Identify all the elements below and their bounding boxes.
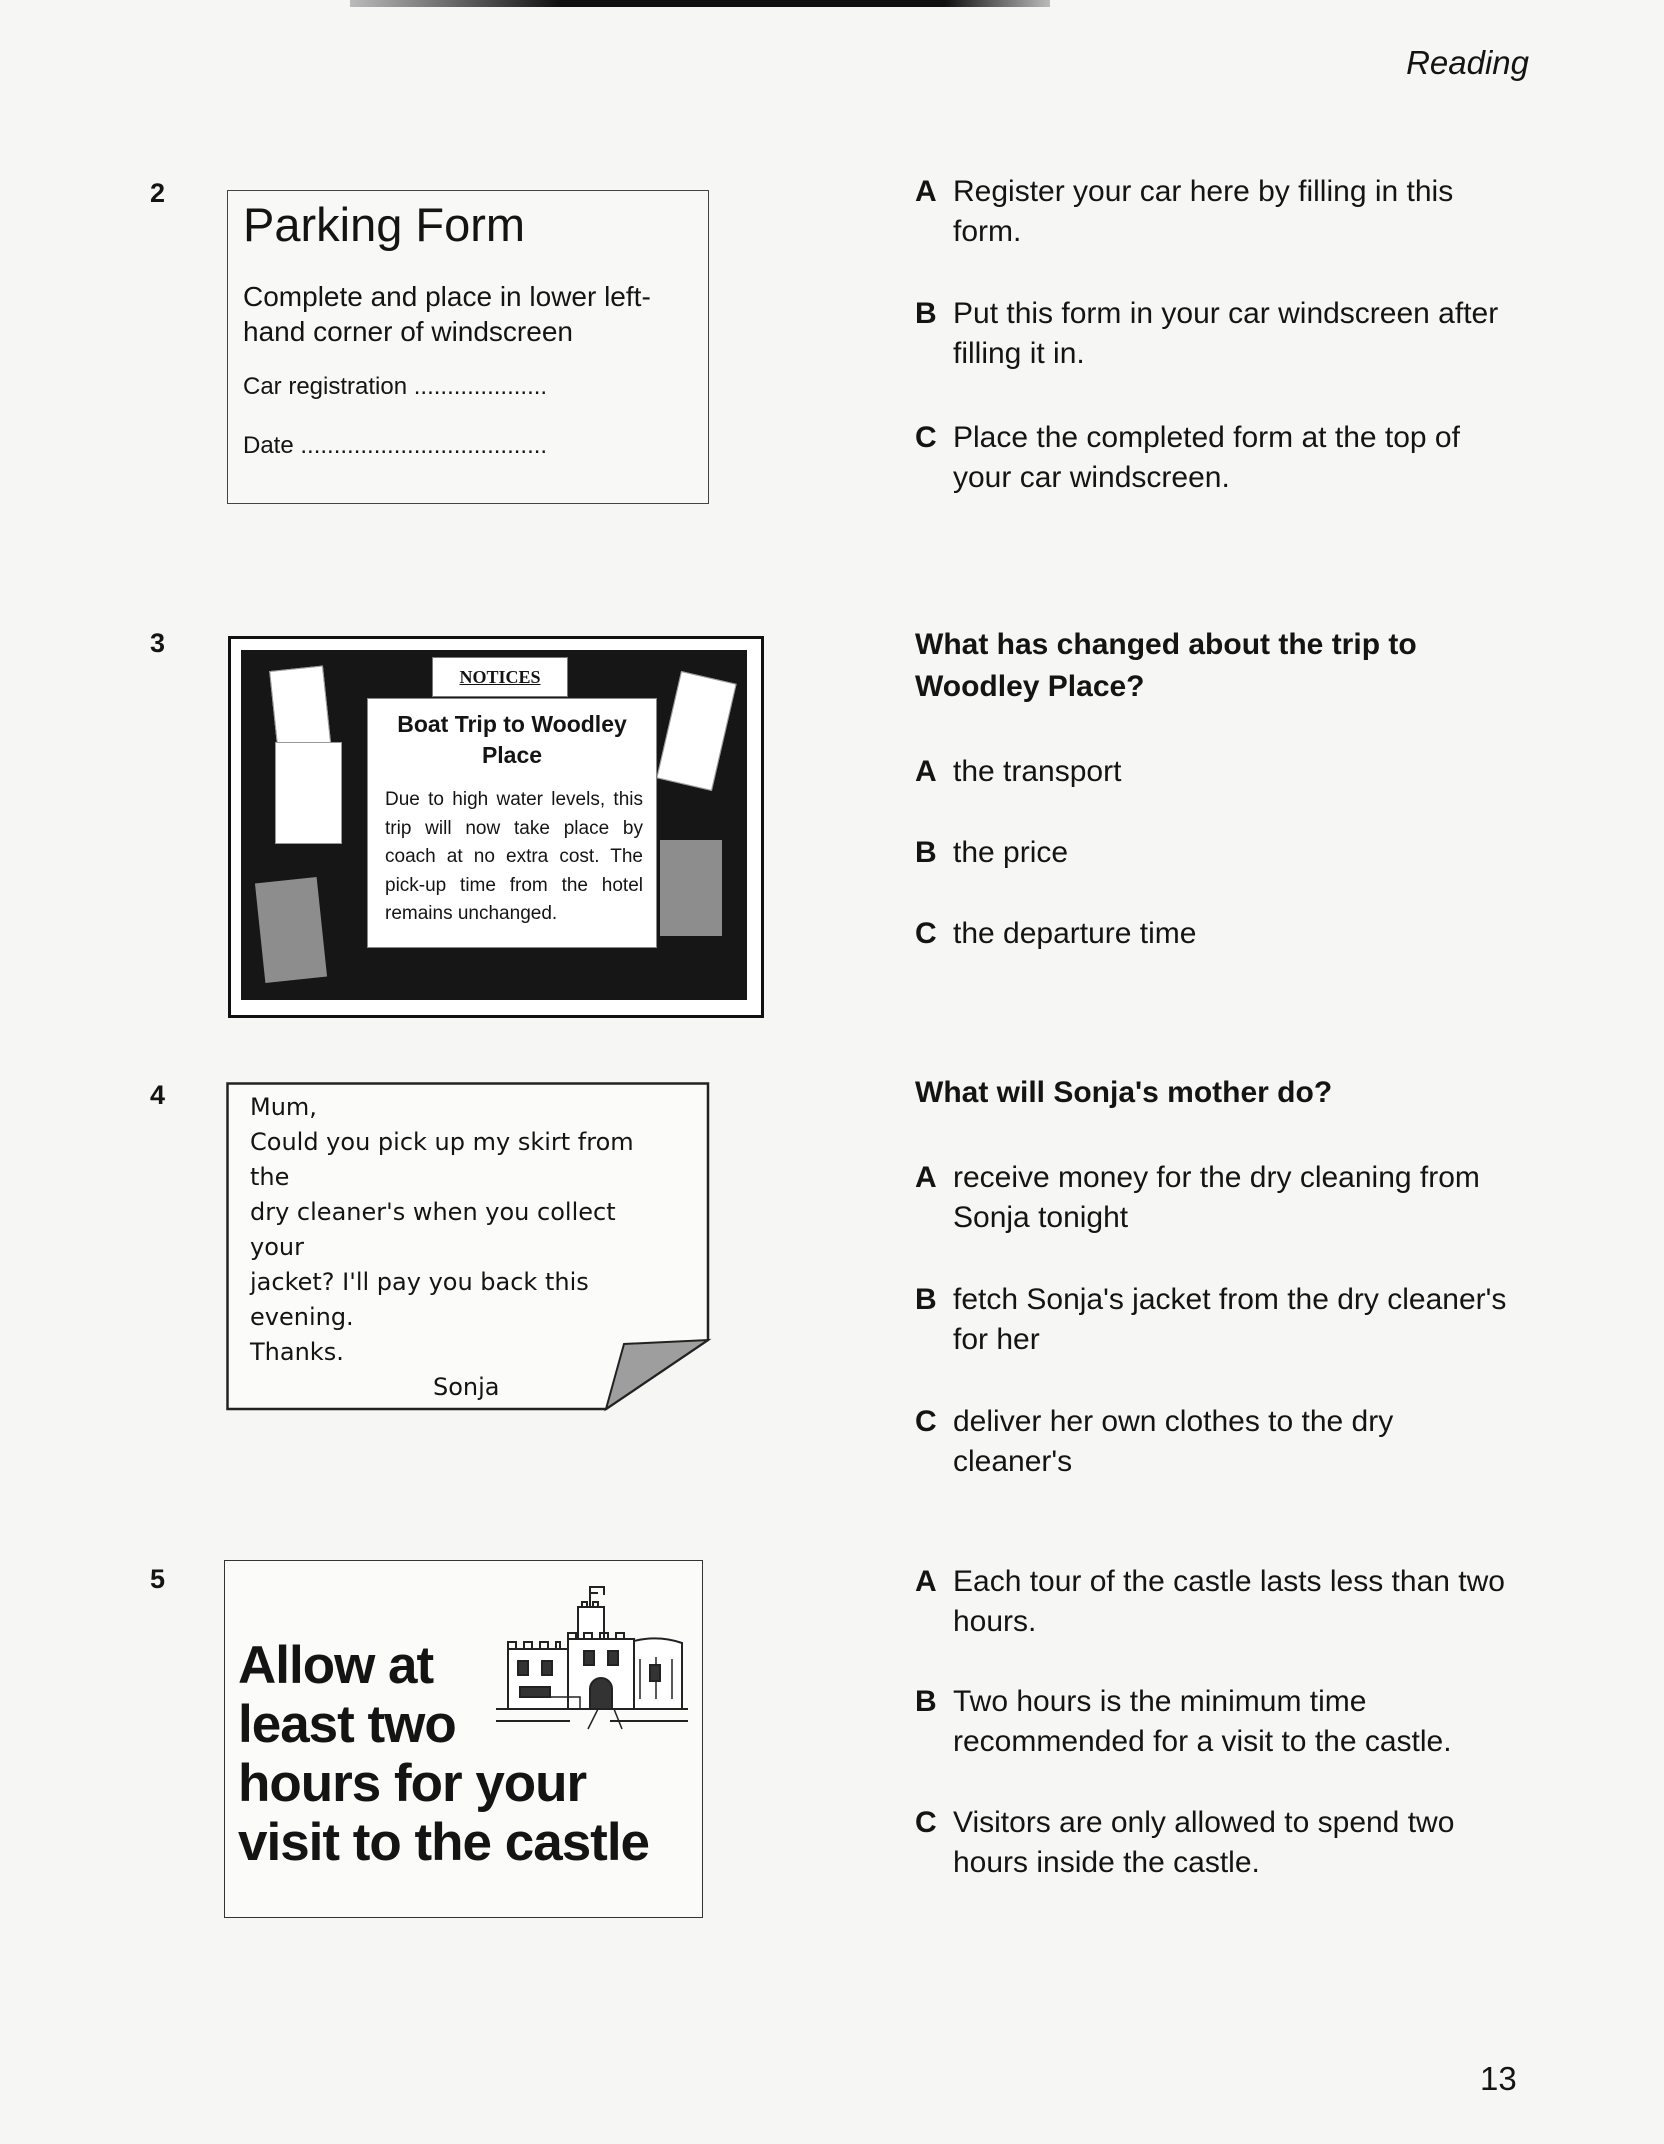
question-number: 4	[150, 1080, 166, 1110]
parking-form-title: Parking Form	[243, 198, 526, 251]
question-text: What has changed about the trip to Woodley Place?	[915, 628, 1417, 703]
note-text: Mum, Could you pick up my skirt from the dry cleaner's when you collect your jacket? I'll pay you back this evening. Thanks. Sonja	[250, 1090, 670, 1405]
pinned-paper	[660, 840, 722, 936]
option-b[interactable]: B Put this form in your car windscreen after filling it in.	[915, 297, 1499, 370]
option-a[interactable]: A Register your car here by filling in this form.	[915, 175, 1454, 248]
notices-label: NOTICES	[432, 657, 568, 697]
option-c[interactable]: C deliver her own clothes to the dry cleaner's	[915, 1405, 1394, 1478]
parking-form-instruction: Complete and place in lower left-hand corner of windscreen	[243, 281, 651, 347]
castle-sign	[224, 1560, 703, 1918]
sign-text: Allow at least two hours for your visit to the castle	[238, 1636, 650, 1872]
option-a[interactable]: A Each tour of the castle lasts less than two hours.	[915, 1565, 1505, 1638]
boat-trip-notice	[367, 698, 657, 948]
question-number: 3	[150, 628, 166, 658]
option-a[interactable]: A receive money for the dry cleaning from Sonja tonight	[915, 1161, 1480, 1234]
option-b[interactable]: B Two hours is the minimum time recommended for a visit to the castle.	[915, 1685, 1452, 1758]
section-header: Reading	[1406, 44, 1529, 81]
question-number: 2	[150, 178, 166, 208]
notice-title: Boat Trip to Woodley Place	[397, 711, 627, 768]
page-number: 13	[1480, 2060, 1517, 2097]
top-scan-edge	[350, 0, 1050, 7]
question-number: 5	[150, 1564, 166, 1594]
option-c[interactable]: C Place the completed form at the top of your car windscreen.	[915, 421, 1460, 494]
date-field: Date .....................................	[243, 432, 548, 459]
option-a[interactable]: A the transport	[915, 755, 1122, 788]
pinned-paper	[255, 877, 327, 983]
car-registration-field: Car registration ....................	[243, 373, 548, 400]
parking-form	[227, 190, 709, 504]
signature: Sonja	[433, 1373, 500, 1401]
question-text: What will Sonja's mother do?	[915, 1076, 1333, 1109]
option-c[interactable]: C the departure time	[915, 917, 1197, 950]
notice-body: Due to high water levels, this trip will now take place by coach at no extra cost. The pick-up time from the hotel remains unchanged.	[385, 789, 643, 924]
option-b[interactable]: B the price	[915, 836, 1069, 869]
option-c[interactable]: C Visitors are only allowed to spend two hours inside the castle.	[915, 1806, 1455, 1879]
pinned-paper	[275, 742, 342, 844]
option-b[interactable]: B fetch Sonja's jacket from the dry cleaner's for her	[915, 1283, 1507, 1356]
